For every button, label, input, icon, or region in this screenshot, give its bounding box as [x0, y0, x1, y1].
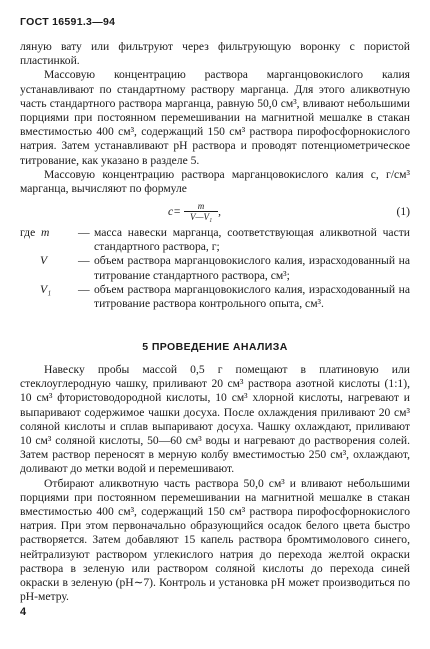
formula: [168, 201, 221, 222]
bottom-text-block: [20, 363, 410, 604]
paragraph-continuation: ляную вату или фильтруют через фильтрующую воронку с пористой пластинкой.: [20, 40, 410, 68]
standard-header: ГОСТ 16591.3—94: [20, 16, 116, 28]
definition-symbol: V: [40, 254, 48, 268]
definition-text: объем раствора марганцовокислого калия, израсходованный на титрование стандартного раствора, см³;: [94, 254, 410, 282]
paragraph-titration: Отбирают аликвотную часть раствора 50,0 см³ и вливают небольшими порциями при постоянном перемешивании на магнитной мешалке в стакан вместимостью 400 см³, содержащий 150 см³ раствора пирофосфорнокислого натрия. При этом первоначально образующийся осадок белого цвета быстро растворяется. Затем добавляют 15 капель раствора бромтимолового синего, нейтрализуют раствором углекислого натрия до перехода желтой окраски раствора в зеленую или раствором соляной кислоты до перехода синей окраски в зеленую (pH∼7). Контроль и установка pH может производиться по pH-метру.: [20, 476, 410, 604]
paragraph-formula-intro: Массовую концентрацию раствора марганцовокислого калия c, г/см³ марганца, вычисляют по формуле: [20, 167, 410, 196]
definition-symbol: V₁: [40, 282, 52, 296]
paragraph-sample-prep: Навеску пробы массой 0,5 г помещают в платиновую или стеклоуглеродную чашку, приливают 20 см³ раствора азотной кислоты (1:1), 10 см³ фтористоводородной кислоты, 10 см³ хлорной кислоты, нагревают и выпаривают содержимое чашки досуха. После охлаждения приливают 20 см³ соляной кислоты и сплав выпаривают досуха. Чашку охлаждают, приливают 10 см³ соляной кислоты, 50—60 см³ воды и нагревают до растворения солей. Затем раствор переносят в мерную колбу вместимостью 250 см³, охлаждают, доливают до метки водой и перемешивают.: [20, 363, 410, 476]
equation-number: (1): [396, 205, 410, 218]
formula-fraction: [184, 201, 218, 222]
formula-tail: ,: [218, 205, 222, 218]
definition-text: масса навески марганца, соответствующая аликвотной части стандартного раствора, г;: [94, 226, 410, 254]
top-text-block: [20, 40, 410, 196]
definition-item: V — объем раствора марганцовокислого калия, израсходованный на титрование стандартного раствора, см³;: [40, 254, 410, 282]
definition-text: объем раствора марганцовокислого калия, израсходованный на титрование раствора контрольного опыта, см³.: [94, 282, 410, 311]
section-heading: 5 ПРОВЕДЕНИЕ АНАЛИЗА: [142, 341, 288, 353]
formula-numerator: m: [197, 201, 205, 211]
definition-symbol: где m: [20, 226, 50, 239]
formula-row: [20, 201, 410, 225]
definitions-list: [20, 226, 410, 311]
formula-denominator: V—V₁: [184, 211, 218, 222]
formula-lhs: c=: [168, 205, 181, 218]
paragraph-standardization: Массовую концентрацию раствора марганцовокислого калия устанавливают по стандартному раствору марганца. Для этого аликвотную часть стандартного раствора марганца, равную 50,0 см³, вливают небольшими порциями при постоянном перемешивании на магнитной мешалке в стакан вместимостью 400 см³, содержащий 150 см³ раствора пирофосфорнокислого натрия. Затем устанавливают pH раствора и проводят потенциометрическое титрование, как указано в разделе 5.: [20, 68, 410, 167]
definition-item: V₁ — объем раствора марганцовокислого калия, израсходованный на титрование раствора контрольного опыта, см³.: [40, 282, 410, 311]
definition-item: где m — масса навески марганца, соответствующая аликвотной части стандартного раствора, г;: [20, 226, 410, 254]
page-number: 4: [20, 606, 27, 618]
